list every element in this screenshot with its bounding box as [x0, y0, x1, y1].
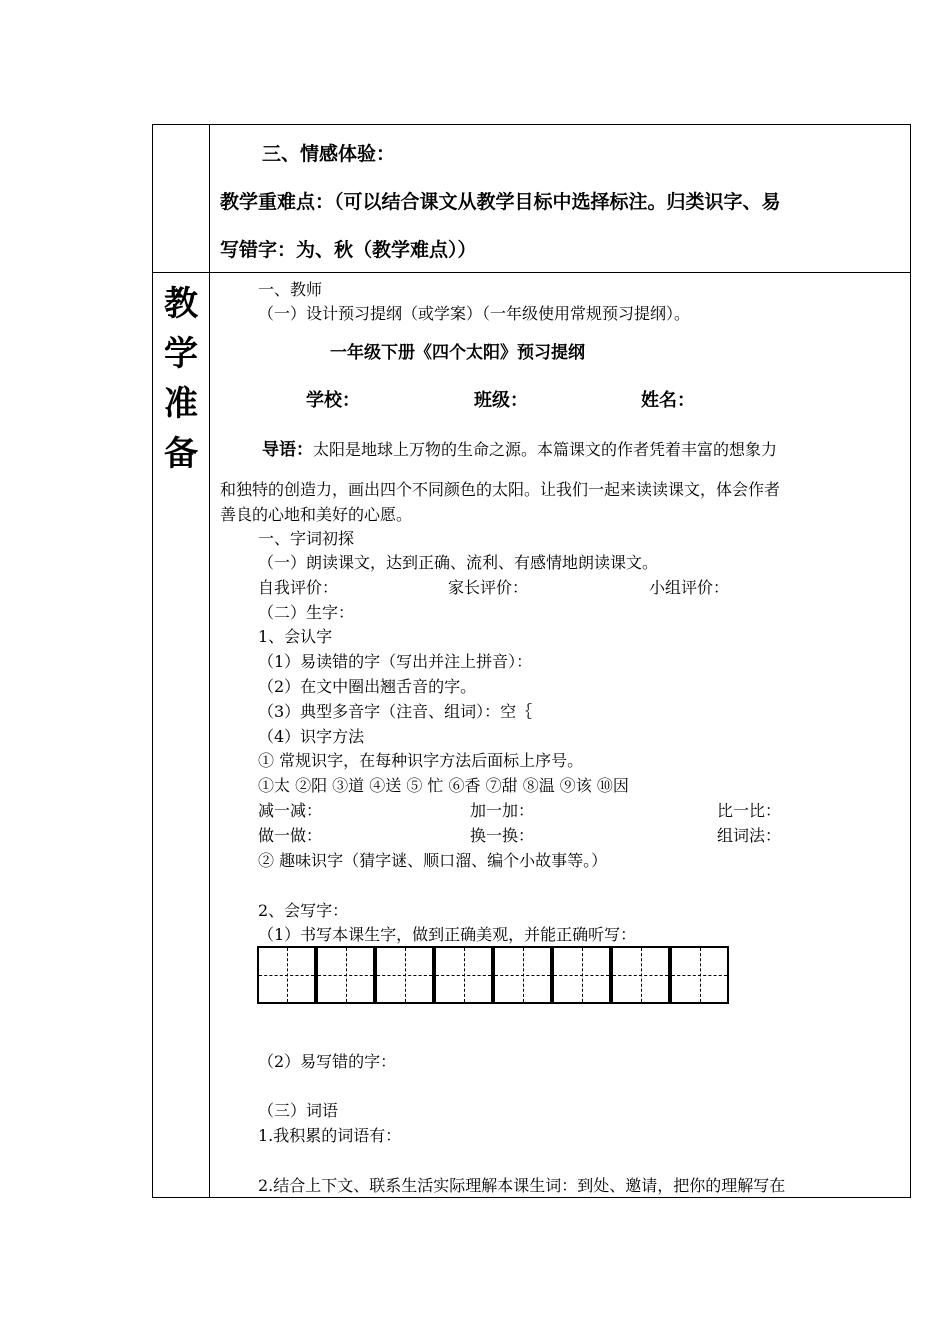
recognize-item-2: （2）在文中圈出翘舌音的字。: [258, 677, 477, 696]
method-do: 做一做：: [258, 826, 323, 845]
eval-parent: 家长评价：: [448, 578, 529, 597]
method-compare: 比一比：: [717, 801, 782, 820]
vocab-item-1: 1.我积累的词语有：: [258, 1126, 402, 1145]
info-class: 班级：: [474, 390, 528, 411]
writing-cell[interactable]: [434, 946, 493, 1004]
intro-line1: [262, 440, 777, 460]
section-emotion: 三、情感体验：: [262, 143, 396, 165]
intro-label: 导语：: [262, 440, 313, 460]
new-chars-heading: （二）生字：: [258, 603, 355, 622]
method-swap: 换一换：: [470, 826, 535, 845]
side-label-char-2: 学: [164, 334, 198, 374]
intro-text1: 太阳是地球上万物的生命之源。本篇课文的作者凭着丰富的想象力: [313, 440, 778, 459]
writing-cell[interactable]: [493, 946, 552, 1004]
write-item-2: （2）易写错的字：: [258, 1052, 397, 1071]
vocab-item-2: 2.结合上下文、联系生活实际理解本课生词：到处、邀请，把你的理解写在: [258, 1176, 786, 1195]
recognize-item-4: （4）识字方法: [258, 727, 365, 746]
writing-cell[interactable]: [611, 946, 670, 1004]
teacher-sub: （一）设计预习提纲（或学案）（一年级使用常规预习提纲）。: [258, 304, 691, 323]
vocab-heading: （三）词语: [258, 1101, 339, 1120]
method-2: ② 趣味识字（猜字谜、顺口溜、编个小故事等。）: [258, 851, 608, 870]
writing-cell[interactable]: [552, 946, 611, 1004]
intro-line2: 和独特的创造力，画出四个不同颜色的太阳。让我们一起来读读课文，体会作者: [220, 480, 781, 499]
eval-group: 小组评价：: [649, 578, 730, 597]
writing-cell[interactable]: [375, 946, 434, 1004]
method-minus: 减一减：: [258, 801, 323, 820]
recognize-heading: 1、会认字: [258, 627, 333, 646]
info-name: 姓名：: [641, 390, 695, 411]
key-points-text1: （可以结合课文从教学目标中选择标注。归类识字、易: [334, 191, 781, 213]
recognize-item-3: （3）典型多音字（注音、组词）：空｛: [258, 702, 533, 721]
method-plus: 加一加：: [470, 801, 535, 820]
write-heading: 2、会写字：: [258, 901, 349, 920]
side-label-char-3: 准: [164, 384, 198, 424]
writing-cell[interactable]: [670, 946, 729, 1004]
key-points-label: 教学重难点：: [220, 191, 335, 213]
eval-self: 自我评价：: [258, 578, 339, 597]
intro-line3: 善良的心地和美好的心愿。: [220, 505, 413, 524]
recognize-item-1: （1）易读错的字（写出并注上拼音）：: [258, 652, 533, 671]
column-divider: [209, 124, 210, 1198]
side-label-char-1: 教: [164, 284, 198, 324]
method-1: ① 常规识字，在每种识字方法后面标上序号。: [258, 751, 584, 770]
writing-grid: [257, 946, 729, 1004]
key-points-line2: 写错字：为、秋（教学难点））: [220, 239, 477, 261]
row-divider: [152, 272, 911, 273]
read-instruction: （一）朗读课文，达到正确、流利、有感情地朗读课文。: [258, 553, 659, 572]
method-words: 组词法：: [717, 826, 782, 845]
write-item-1: （1）书写本课生字，做到正确美观，并能正确听写：: [258, 925, 637, 944]
key-points-line1: [220, 189, 781, 215]
side-label-char-4: 备: [164, 434, 198, 474]
info-school: 学校：: [306, 390, 360, 411]
writing-cell[interactable]: [316, 946, 375, 1004]
words-heading: 一、字词初探: [258, 529, 355, 548]
outline-title: 一年级下册《四个太阳》预习提纲: [330, 343, 585, 363]
writing-cell[interactable]: [257, 946, 316, 1004]
chars-list: ①太 ②阳 ③道 ④送 ⑤ 忙 ⑥香 ⑦甜 ⑧温 ⑨该 ⑩因: [258, 776, 629, 795]
teacher-heading: 一、教师: [258, 280, 323, 299]
